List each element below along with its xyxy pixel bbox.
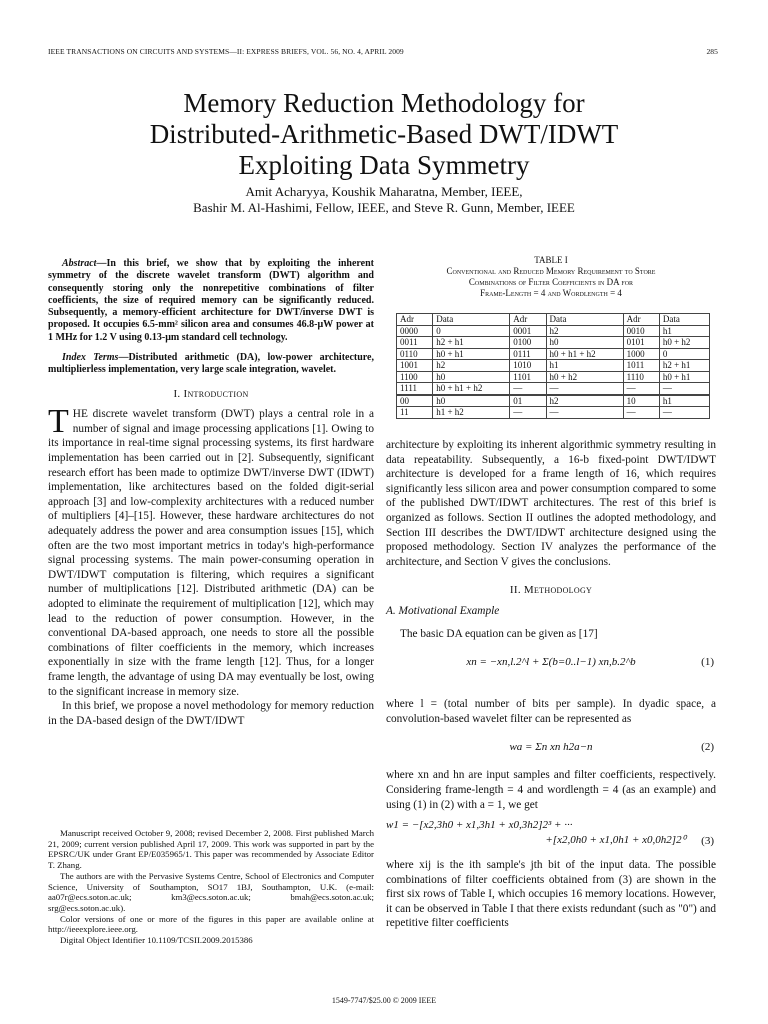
table-header: Data: [546, 314, 623, 326]
abstract-text: —In this brief, we show that by exploiting the inherent symmetry of the discrete wavelet transform (DWT) algorithm and consequently storing only the nonrepetitive combinations of filter coefficients, the size of required memory can be significantly reduced. Subsequently, a memory-efficient architecture for DWT/inverse DWT is proposed. It occupies 6.5-mm² silicon area and consumes 46.8-μW power at 1 MHz for 1.2 V using 0.13-μm standard cell technology.: [48, 258, 374, 343]
table-row: [397, 325, 710, 337]
table-caption: [386, 255, 716, 299]
table-cell: h1: [546, 360, 623, 372]
table-cell: 0110: [397, 348, 433, 360]
table-cell: 0100: [510, 337, 546, 349]
table-cell: 1100: [397, 371, 433, 383]
right-column: [386, 438, 716, 931]
table-cell: h0: [546, 337, 623, 349]
equation-1-expr: xn = −xn,l.2^l + Σ(b=0..l−1) xn,b.2^b: [466, 656, 636, 669]
table-cell: 0: [659, 348, 709, 360]
table-cell: 0101: [623, 337, 659, 349]
table-row: [397, 383, 710, 395]
table-cell: 0011: [397, 337, 433, 349]
table-header: Adr: [623, 314, 659, 326]
left-column: [48, 258, 374, 728]
footnote-color: Color versions of one or more of the figures in this paper are available online at http://ieeexplore.ieee.org.: [48, 913, 374, 935]
method-paragraph-2: where l = (total number of bits per sample). In dyadic space, a convolution-based wavelet filter can be represented as: [386, 698, 716, 725]
table-cell: h0: [433, 371, 510, 383]
paper-title: [0, 88, 768, 181]
title-line-3: Exploiting Data Symmetry: [238, 150, 530, 180]
equation-3: [386, 818, 716, 852]
table-cell: h2: [433, 360, 510, 372]
table-cell: —: [510, 383, 546, 395]
footnote-affiliation: The authors are with the Pervasive Systems Centre, School of Electronics and Computer Science, University of Southampton, SO17 1BJ, Southampton, U.K. (e-mail: aa07r@ecs.soton.ac.uk; km3@ecs.soton.ac.uk; bmah@ecs.soton.ac.uk; srg@ecs.soton.ac.uk).: [48, 870, 374, 913]
page-number: 285: [706, 47, 718, 56]
intro-continued: architecture by exploiting its inherent algorithmic symmetry resulting in data repeatability. Subsequently, a 16-b fixed-point DWT/IDWT architecture is developed for a frame length of 16, which requires significantly less silicon area and power consumption compared to some of the published DWT/IDWT architectures. The rest of this brief is organized as follows. Section II outlines the adopted methodology, and Section III describes the DWT/IDWT architecture designed using the proposed methodology. Section IV analyzes the performance of the architecture, and Section V gives the conclusions.: [386, 439, 716, 568]
table-cell: h1: [659, 395, 709, 407]
section-heading-methodology: II. Methodology: [509, 584, 593, 597]
footnote-doi: Digital Object Identifier 10.1109/TCSII.2009.2015386: [60, 935, 253, 946]
table-cell: —: [659, 407, 709, 419]
method-paragraph-1: The basic DA equation can be given as [17]: [400, 627, 598, 640]
copyright-footer: 1549-7747/$25.00 © 2009 IEEE: [331, 996, 437, 1005]
table-cell: —: [623, 407, 659, 419]
table-cell: 00: [397, 395, 433, 407]
footnote-manuscript: Manuscript received October 9, 2008; revised December 2, 2008. First published March 21, 2009; current version published April 17, 2009. This work was supported in part by the EPSRC/UK under Grant EP/E035965/1. This paper was recommended by Associate Editor T. Zhang.: [48, 828, 374, 871]
author-list: [0, 184, 768, 216]
abstract: [48, 258, 374, 344]
title-line-2: Distributed-Arithmetic-Based DWT/IDWT: [149, 119, 619, 149]
table-header: Adr: [510, 314, 546, 326]
table-cell: h0 + h1: [659, 371, 709, 383]
table-cell: —: [623, 383, 659, 395]
table-cell: 1011: [623, 360, 659, 372]
table-cell: h2 + h1: [659, 360, 709, 372]
equation-1: [386, 647, 716, 691]
table-row: [397, 360, 710, 372]
table-header: Data: [659, 314, 709, 326]
table-cell: 1111: [397, 383, 433, 395]
table-row-reduced: [397, 395, 710, 407]
table-cell: 1000: [623, 348, 659, 360]
equation-1-number: (1): [701, 656, 714, 669]
table-cell: h2 + h1: [433, 337, 510, 349]
table-cell: —: [546, 383, 623, 395]
table-cell: —: [659, 383, 709, 395]
equation-3-number: (3): [701, 835, 714, 848]
intro-paragraph-1-text: HE discrete wavelet transform (DWT) plays a central role in a number of signal and image processing applications [1]. Owing to its importance in real-time signal processing systems, its first hardware implementation has been carried out in [2]. Subsequently, significant research effort has been made to optimize DWT/inverse DWT (IDWT) implementation, like architectures based on the folded digit-serial approach [3] and low-complexity architectures with a reduced number of multipliers [4]–[15]. However, these hardware architectures do not adequately address the power and area consumption issues [15], which often are the two most important metrics in today's high-performance signal processing systems. The main power-consuming operation in DWT/IDWT computation is filtering, which requires a significant number of multiplications [12]. Distributed arithmetic (DA) can be adopted to eliminate the requirement of multiplication [12], which may lead to the reduction of power consumption. However, in the conventional DA-based approach, one needs to store all the possible combinations of filter coefficients in the memory, which increases exponentially in size with the frame length [12]. Thus, for a longer frame length, the advantage of using DA may eventually be lost, owing to the significant increase in memory size.: [48, 408, 374, 698]
table-cell: 11: [397, 407, 433, 419]
equation-2: [386, 732, 716, 762]
table-cell: —: [546, 407, 623, 419]
authors-line-2: Bashir M. Al-Hashimi, Fellow, IEEE, and Steve R. Gunn, Member, IEEE: [193, 200, 575, 215]
table-cell: h1 + h2: [433, 407, 510, 419]
table-cell: h0: [433, 395, 510, 407]
table-cell: 0001: [510, 325, 546, 337]
abstract-label: Abstract: [62, 258, 97, 269]
table-cell: h2: [546, 395, 623, 407]
subsection-heading: A. Motivational Example: [386, 604, 500, 617]
table-row: [397, 371, 710, 383]
table-row: [397, 337, 710, 349]
authors-line-1: Amit Acharyya, Koushik Maharatna, Member, IEEE,: [245, 184, 523, 199]
equation-2-expr: wa = Σn xn h2a−n: [509, 741, 593, 754]
running-header: [48, 47, 718, 56]
table-header: Adr: [397, 314, 433, 326]
table-cell: h0 + h1 + h2: [546, 348, 623, 360]
table-cell: 10: [623, 395, 659, 407]
equation-3-line-1: w1 = −[x2,3h0 + x1,3h1 + x0,3h2]2³ + ···: [386, 819, 573, 832]
table-cell: h2: [546, 325, 623, 337]
table-cell: h0 + h2: [546, 371, 623, 383]
method-paragraph-3: where xn and hn are input samples and filter coefficients, respectively. Considering frame-length = 4 and wordlength = 4 (as an example) and using (1) in (2) with a = 1, we get: [386, 769, 716, 811]
table-cell: 1101: [510, 371, 546, 383]
section-heading-introduction: I. Introduction: [173, 387, 249, 400]
intro-paragraph-2: In this brief, we propose a novel methodology for memory reduction in the DA-based design of the DWT/IDWT: [48, 700, 374, 727]
index-terms-label: Index Terms: [62, 352, 119, 364]
table-cell: 0: [433, 325, 510, 337]
table-caption-line-1: Conventional and Reduced Memory Requirement to Store: [446, 266, 656, 276]
equation-3-line-2: +[x2,0h0 + x1,0h1 + x0,0h2]2⁰: [545, 833, 686, 846]
table-cell: 1001: [397, 360, 433, 372]
footnote: [48, 828, 374, 946]
table-header: Data: [433, 314, 510, 326]
table-row-reduced: [397, 407, 710, 419]
table-cell: 1010: [510, 360, 546, 372]
table-cell: 0000: [397, 325, 433, 337]
index-terms-text: —Distributed arithmetic (DA), low-power architecture, multiplierless implementation, very large scale integration, wavelet.: [48, 352, 374, 376]
table-caption-line-3: Frame-Length = 4 and Wordlength = 4: [480, 288, 622, 298]
table-cell: —: [510, 407, 546, 419]
table-cell: h0 + h1: [433, 348, 510, 360]
table-cell: 01: [510, 395, 546, 407]
drop-cap: T: [48, 403, 69, 441]
table-cell: 1110: [623, 371, 659, 383]
memory-table: [396, 313, 710, 419]
method-paragraph-4: where xij is the ith sample's jth bit of the input data. The possible combinations of filter coefficients obtained from (3) are shown in the first six rows of Table I, which occupies 16 memory locations. However, it can be observed in Table I that there exists redundant (such as "0") and repetitive filter coefficients: [386, 859, 716, 930]
title-line-1: Memory Reduction Methodology for: [183, 88, 585, 118]
table-header-row: [397, 314, 710, 326]
table-cell: h0 + h2: [659, 337, 709, 349]
table-cell: 0111: [510, 348, 546, 360]
table-cell: h1: [659, 325, 709, 337]
table-cell: h0 + h1 + h2: [433, 383, 510, 395]
table-cell: 0010: [623, 325, 659, 337]
intro-paragraph-1: [48, 403, 374, 699]
table-label: TABLE I: [534, 255, 568, 265]
index-terms: [48, 352, 374, 377]
journal-name: IEEE TRANSACTIONS ON CIRCUITS AND SYSTEMS—II: EXPRESS BRIEFS, VOL. 56, NO. 4, APRIL 2009: [48, 47, 404, 56]
equation-2-number: (2): [701, 741, 714, 754]
table-row: [397, 348, 710, 360]
table-caption-line-2: Combinations of Filter Coefficients in DA for: [468, 277, 634, 287]
